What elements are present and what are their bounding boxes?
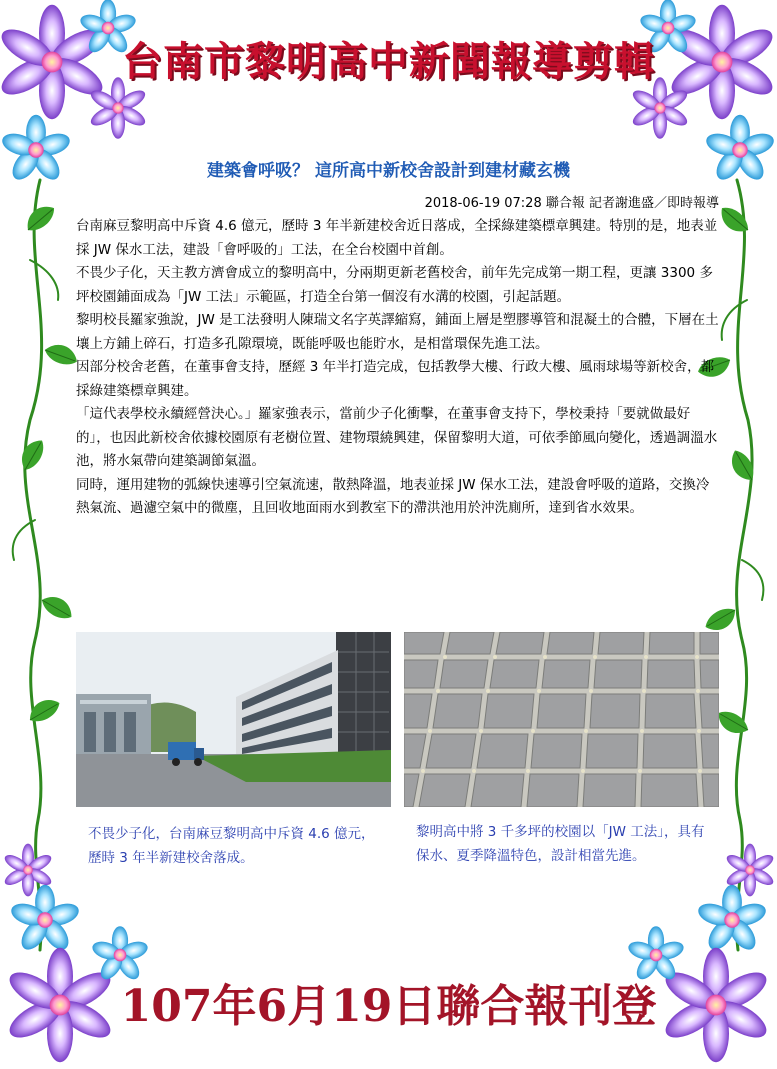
publication-date-footer: 107年6月19日聯合報刊登 [120,981,657,1032]
article-byline: 2018-06-19 07:28 聯合報 記者謝進盛／即時報導 [424,196,719,211]
article-paragraph: 因部分校舍老舊，在董事會支持，歷經 3 年半打造完成，包括教學大樓、行政大樓、風雨球場等新校舍，都採綠建築標章興建。 [76,359,715,399]
article-headline: 建築會呼吸？ 這所高中新校舍設計到建材藏玄機 [207,161,570,181]
photo-caption: 黎明高中將 3 千多坪的校園以「JW 工法」，具有保水、夏季降溫特色，設計相當先進。 [416,824,705,864]
article-paragraph: 黎明校長羅家強說，JW 是工法發明人陳瑞文名字英譯縮寫，鋪面上層是塑膠導管和混凝土的合體，下層在土壤上方鋪上碎石，打造多孔隙環境，既能呼吸也能貯水，是相當環保先進工法。 [76,312,719,352]
article-paragraph: 台南麻豆黎明高中斥資 4.6 億元，歷時 3 年半新建校舍近日落成，全採綠建築標章興建。特別的是，地表並採 JW 保水工法，建設「會呼吸的」工法，在全台校園中首創。 [76,218,718,258]
article-body [76,215,720,521]
article-paragraph: 同時，運用建物的弧線快速導引空氣流速，散熱降溫，地表並採 JW 保水工法，建設會呼吸的道路，交換冷熱氣流、過濾空氣中的微塵，且回收地面雨水到教室下的滯洪池用於沖洗廁所，達到省水效果。 [76,476,710,516]
article-paragraph: 「這代表學校永續經營決心。」羅家強表示，當前少子化衝擊，在董事會支持下，學校秉持「要就做最好的」，也因此新校舍依據校園原有老樹位置、建物環繞興建，保留黎明大道，可依季節風向變化，透過調溫水池，將水氣帶向建築調節氣溫。 [76,406,718,469]
article-paragraph: 不畏少子化，天主教方濟會成立的黎明高中，分兩期更新老舊校舍，前年先完成第一期工程，更讓 3300 多坪校園鋪面成為「JW 工法」示範區，打造全台第一個沒有水溝的校園，引起話題。 [76,265,713,305]
photo-caption: 不畏少子化，台南麻豆黎明高中斥資 4.6 億元，歷時 3 年半新建校舍落成。 [88,826,375,866]
school-building-photo [76,632,391,807]
jw-paving-photo [404,632,719,807]
page-header-title: 台南市黎明高中新聞報導剪輯 [122,38,655,85]
